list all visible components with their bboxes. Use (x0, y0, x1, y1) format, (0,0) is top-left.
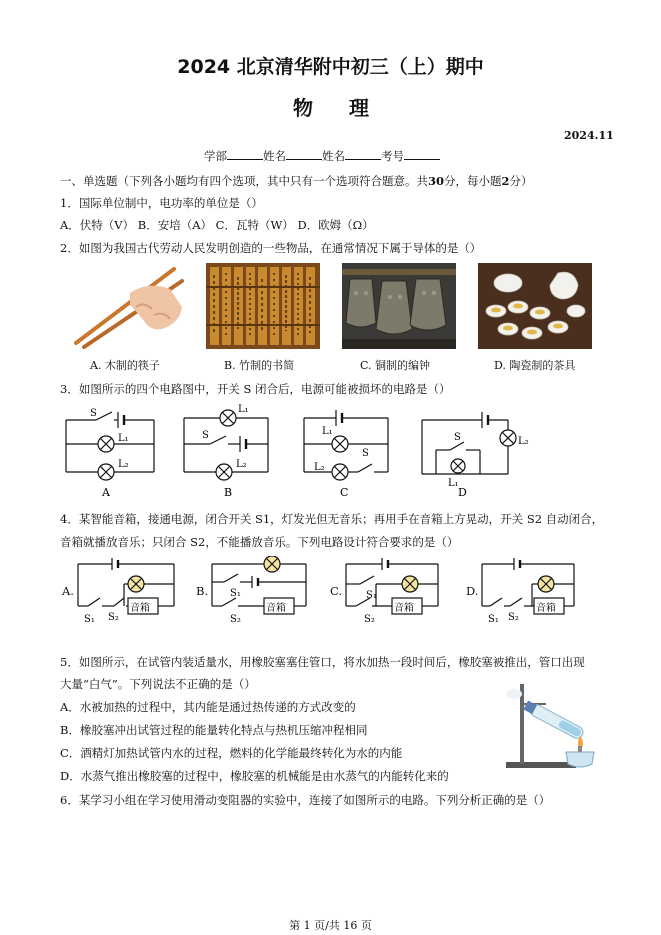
circuit-c-s-label: S (362, 448, 369, 459)
q4-option-d-label: D. (466, 584, 479, 598)
speaker-label-a: 音箱 (130, 603, 150, 614)
circuit-b-l2-label: L₂ (236, 459, 247, 470)
field-name-blank[interactable] (286, 149, 322, 160)
q5-option-b: B．橡胶塞冲出试管过程的能量转化特点与热机压缩冲程相同 (60, 723, 368, 737)
field-id-blank[interactable] (404, 149, 440, 160)
subject-char-1: 物 (293, 96, 315, 120)
s2-label-d: S₂ (508, 612, 519, 623)
student-info-line (204, 148, 440, 164)
circuit-b-s-label: S (202, 430, 209, 441)
field-name2-blank[interactable] (345, 149, 381, 160)
s1-label-d: S₁ (488, 614, 499, 625)
q4-option-b-label: B. (196, 584, 209, 598)
circuit-d-l2-label: L₂ (518, 436, 529, 447)
subject-char-2: 理 (349, 96, 371, 120)
s1-label-b: S₁ (230, 588, 241, 599)
q5-option-c: C．酒精灯加热试管内水的过程，燃料的化学能最终转化为水的内能 (60, 746, 403, 760)
s1-label-c: S₁ (366, 590, 377, 601)
circuit-d-l1-label: L₁ (448, 478, 459, 489)
q3-stem: 3．如图所示的四个电路图中，开关 S 闭合后，电源可能被损坏的电路是（） (60, 382, 451, 396)
speaker-circuit-c (342, 556, 452, 626)
q2-caption-d: D. 陶瓷制的茶具 (494, 359, 576, 372)
circuit-diagram-a (62, 404, 160, 500)
test-tube-apparatus-illustration (506, 680, 606, 770)
circuit-diagram-d (418, 404, 536, 500)
circuit-c-l1-label: L₁ (322, 426, 333, 437)
q5-option-a: A．水被加热的过程中，其内能是通过热传递的方式改变的 (60, 700, 356, 714)
circuit-c-label: C (340, 486, 349, 499)
circuit-c-l2-label: L₂ (314, 462, 325, 473)
speaker-label-d: 音箱 (536, 603, 556, 614)
q5-stem-line1: 5．如图所示，在试管内装适量水，用橡胶塞塞住管口，将水加热一段时间后，橡胶塞被推出，管口出现 (60, 655, 585, 669)
speaker-circuit-d (478, 556, 588, 626)
circuit-b-label: B (224, 486, 233, 499)
s2-label-a: S₂ (108, 612, 119, 623)
circuit-d-label: D (458, 486, 467, 499)
q2-caption-b: B. 竹制的书简 (224, 359, 295, 372)
q5-option-d: D．水蒸气推出橡胶塞的过程中，橡胶塞的机械能是由水蒸气的内能转化来的 (60, 769, 449, 783)
field-dept-blank[interactable] (227, 149, 263, 160)
circuit-a-l1-label: L₁ (118, 433, 129, 444)
porcelain-teaset-image (478, 263, 592, 349)
q1-options: A．伏特（V） B．安培（A） C．瓦特（W） D．欧姆（Ω） (60, 218, 374, 232)
q2-stem: 2．如图为我国古代劳动人民发明创造的一些物品，在通常情况下属于导体的是（） (60, 241, 482, 255)
circuit-d-s-label: S (454, 432, 461, 443)
exam-date: 2024.11 (564, 129, 614, 142)
s1-label-a: S₁ (84, 614, 95, 625)
q4-option-c-label: C. (330, 584, 343, 598)
q2-caption-c: C. 铜制的编钟 (360, 359, 431, 372)
q5-stem-line2: 大量“白气”。下列说法不正确的是（） (60, 677, 256, 691)
page-title: 2024 北京清华附中初三（上）期中 (177, 56, 484, 78)
q4-stem-line1: 4．某智能音箱，接通电源，闭合开关 S1，灯发光但无音乐；再用手在音箱上方晃动，开关 S2 自动闭合， (60, 512, 604, 526)
circuit-a-label: A (102, 486, 110, 499)
circuit-diagram-c (300, 404, 398, 500)
circuit-diagram-b (180, 404, 278, 500)
speaker-circuit-a (74, 556, 184, 626)
q6-stem: 6．某学习小组在学习使用滑动变阻器的实验中，连接了如图所示的电路。下列分析正确的是（） (60, 793, 551, 807)
field-name-label: 姓名 (263, 149, 286, 163)
q4-option-a-label: A. (62, 584, 74, 598)
speaker-label-c: 音箱 (394, 603, 414, 614)
s2-label-c: S₂ (364, 614, 375, 625)
chopsticks-image (70, 263, 188, 349)
page-footer: 第 1 页/共 16 页 (289, 919, 372, 932)
bamboo-slips-image (206, 263, 320, 349)
q4-stem-line2: 音箱就播放音乐；只闭合 S2，不能播放音乐。下列电路设计符合要求的是（） (60, 535, 459, 549)
s2-label-b: S₂ (230, 614, 241, 625)
speaker-label-b: 音箱 (266, 603, 286, 614)
circuit-b-l1-label: L₁ (238, 404, 249, 415)
speaker-circuit-b (208, 556, 318, 626)
field-dept-label: 学部 (204, 149, 227, 163)
q2-caption-a: A. 木制的筷子 (90, 359, 160, 372)
circuit-a-l2-label: L₂ (118, 459, 129, 470)
field-name2-label: 姓名 (322, 149, 345, 163)
q1-stem: 1．国际单位制中，电功率的单位是（） (60, 196, 263, 210)
circuit-a-s-label: S (90, 408, 97, 419)
bronze-bells-image (342, 263, 456, 349)
section-heading: 一、单选题（下列各小题均有四个选项，其中只有一个选项符合题意。共30分，每小题2分） (60, 174, 533, 188)
field-id-label: 考号 (381, 149, 404, 163)
